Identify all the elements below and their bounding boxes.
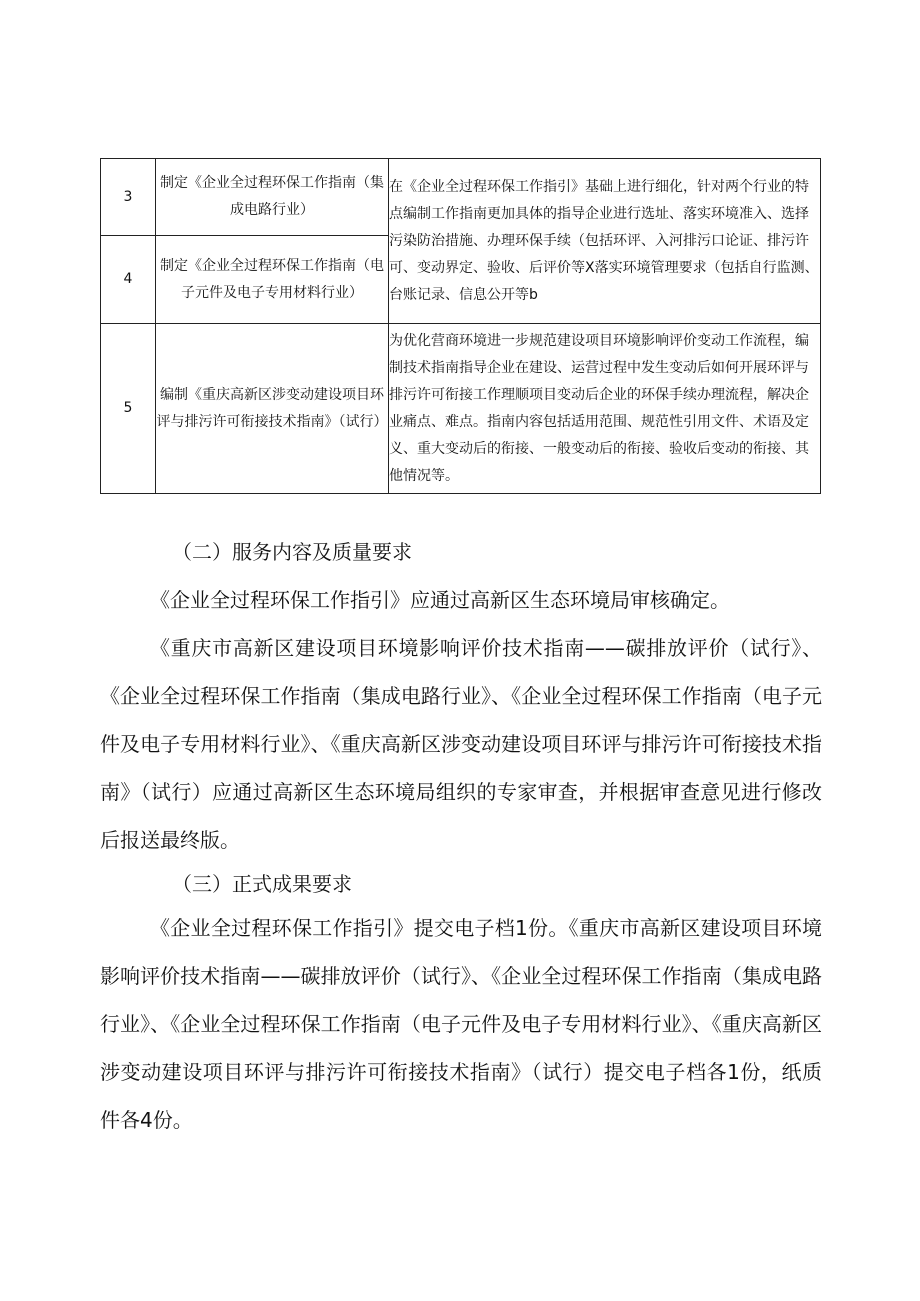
row-number: 4 bbox=[101, 236, 156, 324]
section-body bbox=[100, 576, 822, 864]
row-number: 5 bbox=[101, 324, 156, 494]
paragraph: 《企业全过程环保工作指引》应通过高新区生态环境局审核确定。 bbox=[150, 588, 730, 612]
section-heading: （三）正式成果要求 bbox=[172, 872, 352, 896]
table-row bbox=[101, 159, 821, 236]
task-description: 在《企业全过程环保工作指引》基础上进行细化，针对两个行业的特点编制工作指南更加具体的指导企业进行选址、落实环境准入、选择污染防治措施、办理环保手续（包括环评、入河排污口论证、排污许可、变动界定、验收、后评价等X落实环境管理要求（包括自行监测、台账记录、信息公开等b bbox=[389, 159, 821, 324]
row-number: 3 bbox=[101, 159, 156, 236]
task-table bbox=[100, 158, 821, 494]
task-name: 制定《企业全过程环保工作指南（集成电路行业） bbox=[156, 159, 389, 236]
task-name: 制定《企业全过程环保工作指南（电子元件及电子专用材料行业） bbox=[156, 236, 389, 324]
table-row bbox=[101, 324, 821, 494]
task-name: 编制《重庆高新区涉变动建设项目环评与排污许可衔接技术指南》（试行） bbox=[156, 324, 389, 494]
paragraph: 《重庆市高新区建设项目环境影响评价技术指南——碳排放评价（试行》、《企业全过程环保工作指南（集成电路行业》、《企业全过程环保工作指南（电子元件及电子专用材料行业》、《重庆高新区涉变动建设项目环评与排污许可衔接技术指南》（试行）应通过高新区生态环境局组织的专家审查，并根据审查意见进行修改后报送最终版。 bbox=[100, 636, 822, 852]
section-body bbox=[100, 904, 822, 1144]
section-heading: （二）服务内容及质量要求 bbox=[172, 540, 412, 564]
task-description: 为优化营商环境进一步规范建设项目环境影响评价变动工作流程，编制技术指南指导企业在建设、运营过程中发生变动后如何开展环评与排污许可衔接工作理顺项目变动后企业的环保手续办理流程，解决企业痛点、难点。指南内容包括适用范围、规范性引用文件、术语及定义、重大变动后的衔接、一般变动后的衔接、验收后变动的衔接、其他情况等。 bbox=[389, 324, 821, 494]
paragraph: 《企业全过程环保工作指引》提交电子档1份。《重庆市高新区建设项目环境影响评价技术指南——碳排放评价（试行》、《企业全过程环保工作指南（集成电路行业》、《企业全过程环保工作指南（电子元件及电子专用材料行业》、《重庆高新区涉变动建设项目环评与排污许可衔接技术指南》（试行）提交电子档各1份，纸质件各4份。 bbox=[100, 916, 822, 1132]
